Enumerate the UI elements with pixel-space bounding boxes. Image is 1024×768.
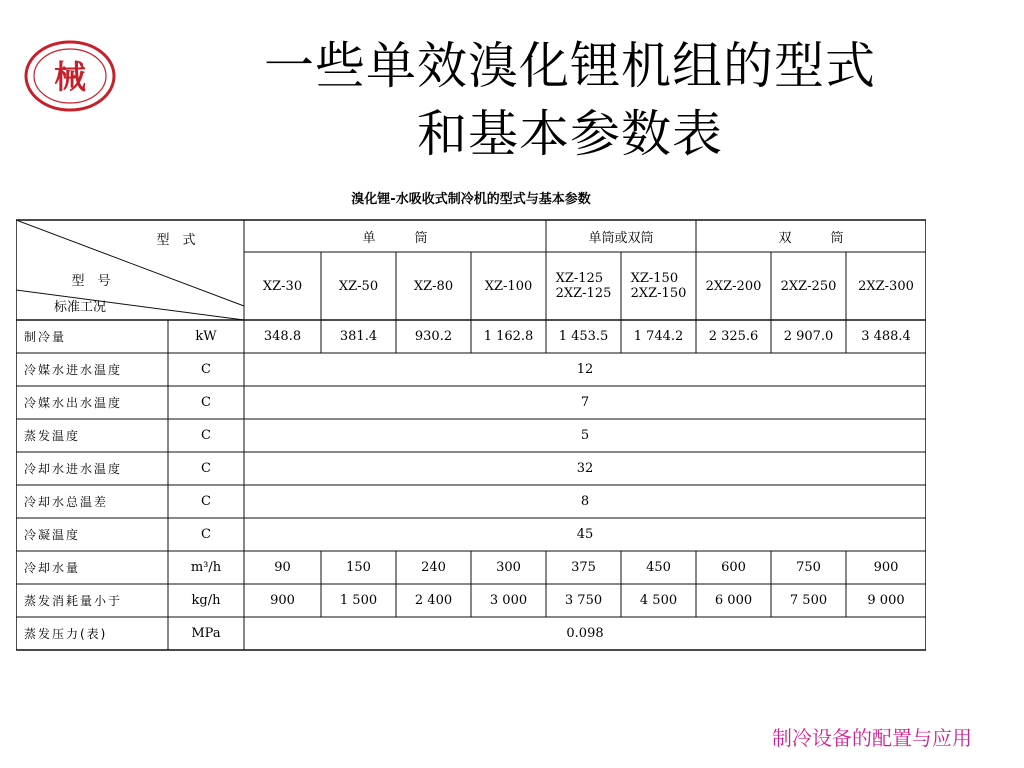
group-header: 双 筒	[778, 230, 844, 246]
value-cell: 1 162.8	[483, 329, 534, 344]
value-cell: 600	[721, 560, 746, 575]
model-header: XZ-100	[484, 278, 533, 294]
group-header: 单筒或双筒	[588, 230, 654, 246]
value-cell: 3 488.4	[861, 329, 911, 344]
row-label: 冷却水总温差	[24, 495, 109, 509]
value-cell: 4 500	[639, 593, 678, 608]
footer-subject: 制冷设备的配置与应用	[772, 726, 972, 750]
value-cell: 930.2	[414, 329, 453, 344]
merged-value-cell: 32	[576, 461, 594, 476]
seal-logo-icon	[24, 40, 116, 112]
value-cell: 381.4	[339, 329, 378, 344]
row-label: 冷媒水出水温度	[24, 396, 123, 410]
page-title-line1: 一些单效溴化锂机组的型式	[264, 37, 876, 95]
value-cell: 9 000	[867, 593, 905, 608]
value-cell: 3 000	[489, 593, 528, 608]
row-label: 冷媒水进水温度	[24, 363, 123, 377]
model-header: 2XZ-300	[858, 278, 914, 294]
value-cell: 7 500	[789, 593, 828, 608]
model-header: XZ-30	[262, 278, 303, 294]
model-header: 2XZ-200	[705, 278, 762, 294]
merged-value-cell: 8	[580, 494, 590, 509]
row-unit: C	[201, 461, 211, 476]
merged-value-cell: 5	[580, 428, 590, 443]
value-cell: 6 000	[714, 593, 753, 608]
row-label: 制冷量	[24, 330, 67, 344]
merged-value-cell: 7	[580, 395, 590, 410]
value-cell: 300	[496, 560, 521, 575]
group-header: 单 筒	[362, 230, 428, 246]
row-label: 冷却水量	[24, 561, 81, 575]
value-cell: 750	[796, 560, 821, 575]
value-cell: 1 453.5	[558, 329, 609, 344]
row-unit: kW	[195, 329, 217, 344]
value-cell: 1 744.2	[633, 329, 684, 344]
corner-type-label: 型 式	[156, 232, 196, 248]
row-unit: C	[201, 527, 211, 542]
row-label: 蒸发压力(表)	[24, 627, 108, 641]
value-cell: 2 907.0	[783, 329, 834, 344]
value-cell: 240	[421, 560, 446, 575]
row-label: 冷却水进水温度	[24, 462, 123, 476]
value-cell: 375	[571, 560, 596, 575]
row-unit: C	[201, 395, 211, 410]
model-header: XZ-150 2XZ-150	[630, 271, 687, 301]
value-cell: 1 500	[339, 593, 378, 608]
value-cell: 2 400	[414, 593, 453, 608]
model-header: XZ-50	[338, 278, 379, 294]
value-cell: 900	[270, 593, 295, 608]
row-unit: m³/h	[190, 560, 222, 575]
row-unit: kg/h	[191, 593, 221, 608]
seal-character: 械	[53, 58, 87, 96]
model-header: 2XZ-250	[780, 278, 837, 294]
value-cell: 90	[274, 560, 291, 575]
value-cell: 348.8	[263, 329, 302, 344]
row-unit: C	[201, 428, 211, 443]
value-cell: 450	[646, 560, 671, 575]
row-unit: MPa	[191, 626, 221, 641]
table-caption: 溴化锂-水吸收式制冷机的型式与基本参数	[351, 192, 591, 207]
merged-value-cell: 0.098	[566, 626, 604, 641]
page-title-line2: 和基本参数表	[417, 105, 723, 163]
corner-model-label: 型 号	[71, 273, 111, 289]
model-header: XZ-80	[413, 278, 454, 294]
row-unit: C	[201, 494, 211, 509]
row-label: 蒸发温度	[24, 429, 81, 443]
row-unit: C	[201, 362, 211, 377]
merged-value-cell: 45	[576, 527, 594, 542]
corner-condition-label: 标准工况	[53, 299, 106, 315]
merged-value-cell: 12	[576, 362, 594, 377]
value-cell: 900	[873, 560, 899, 575]
value-cell: 3 750	[564, 593, 603, 608]
value-cell: 150	[346, 560, 371, 575]
model-header: XZ-125 2XZ-125	[555, 271, 612, 301]
row-label: 冷凝温度	[24, 528, 81, 542]
row-label: 蒸发消耗量小于	[24, 594, 123, 608]
value-cell: 2 325.6	[708, 329, 759, 344]
parameter-table	[16, 184, 926, 654]
